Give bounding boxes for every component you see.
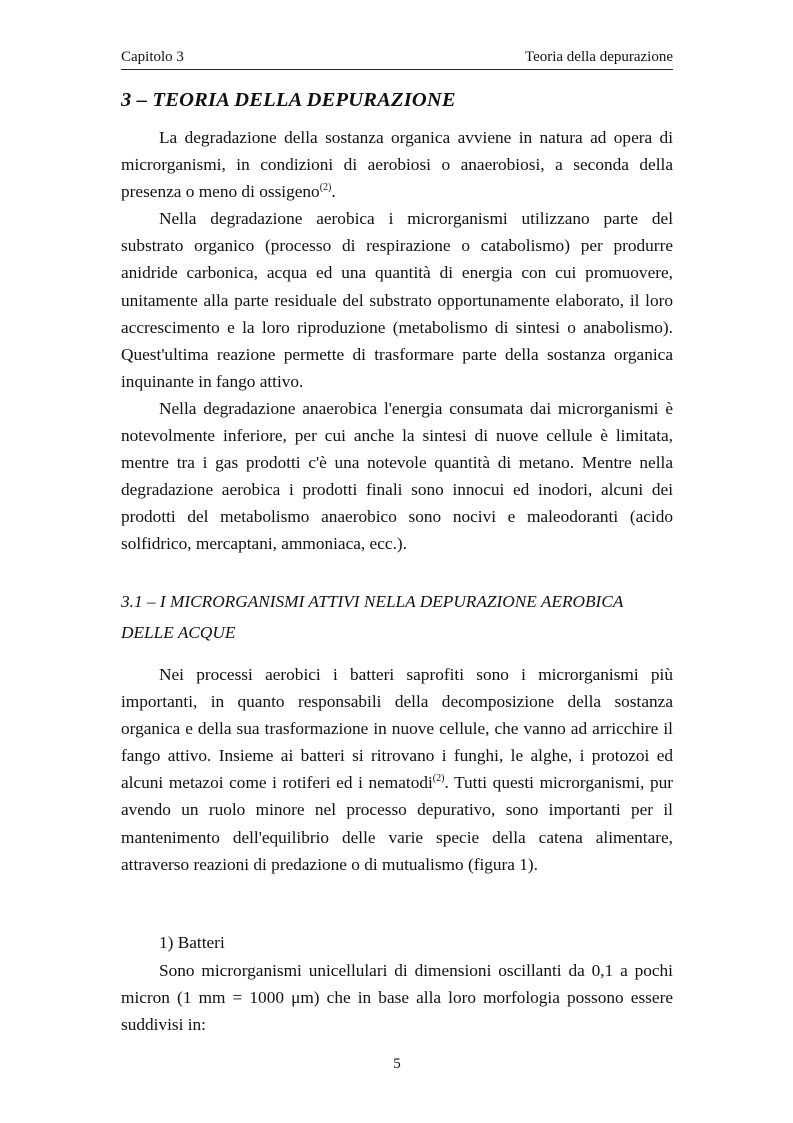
- section-body: [121, 661, 673, 878]
- intro-paragraph-3: Nella degradazione anaerobica l'energia consumata dai microrganismi è notevolmente inferiore, per cui anche la sintesi di nuove cellule è limitata, mentre tra i gas prodotti c'è una notevole quantità di metano. Mentre nella degradazione aerobica i prodotti finali sono innocui ed inodori, alcuni dei prodotti del metabolismo anaerobico sono nocivi e maleodoranti (acido solfidrico, mercaptani, ammoniaca, ecc.).: [121, 398, 673, 554]
- header-chapter-label: Capitolo 3: [121, 49, 184, 65]
- bacteria-paragraph: Sono microrganismi unicellulari di dimensioni oscillanti da 0,1 a pochi micron (1 mm = 1000 μm) che in base alla loro morfologia possono essere suddivisi in:: [121, 961, 673, 1035]
- intro-paragraph-1: [121, 124, 673, 205]
- paragraph-tail: . Tutti questi microrganismi, pur avendo un ruolo minore nel processo depurativo, sono importanti per il mantenimento dell'equilibrio delle varie specie della catena alimentare, attraverso reazioni di predazione o di mutualismo (figura 1).: [121, 773, 674, 874]
- footnote-reference: (2): [432, 773, 445, 785]
- document-page: [121, 0, 673, 1123]
- intro-section: [121, 124, 673, 558]
- paragraph-text: La degradazione della sostanza organica avviene in natura ad opera di microrganismi, in condizioni di aerobiosi o anaerobiosi, a seconda della presenza o meno di ossigeno: [121, 128, 673, 202]
- bacteria-section: [121, 957, 673, 1038]
- paragraph-tail: .: [331, 182, 336, 202]
- section-paragraph: [121, 661, 673, 878]
- page-number: 5: [393, 1056, 401, 1072]
- section-title: 3.1 – I MICRORGANISMI ATTIVI NELLA DEPURAZIONE AEROBICA DELLE ACQUE: [121, 592, 624, 642]
- running-header: [121, 47, 673, 70]
- intro-paragraph-2: Nella degradazione aerobica i microrganismi utilizzano parte del substrato organico (processo di respirazione o catabolismo) per produrre anidride carbonica, acqua ed una quantità di energia con cui promuovere, unitamente alla parte residuale del substrato opportunamente elaborato, il loro accrescimento e la loro riproduzione (metabolismo di sintesi o anabolismo). Quest'ultima reazione permette di trasformare parte della sostanza organica inquinante in fango attivo.: [121, 209, 673, 391]
- paragraph-text: Nei processi aerobici i batteri saprofiti sono i microrganismi più importanti, in quanto responsabili della decomposizione della sostanza organica e della sua trasformazione in nuove cellule, che vanno ad arricchire il fango attivo. Insieme ai batteri si ritrovano i funghi, le alghe, i protozoi ed alcuni metazoi come i rotiferi ed i nematodi: [121, 665, 673, 793]
- list-heading-bacteria: 1) Batteri: [159, 933, 225, 952]
- chapter-title: 3 – TEORIA DELLA DEPURAZIONE: [121, 89, 456, 111]
- header-chapter-title: Teoria della depurazione: [524, 49, 673, 65]
- footnote-reference: (2): [319, 182, 332, 194]
